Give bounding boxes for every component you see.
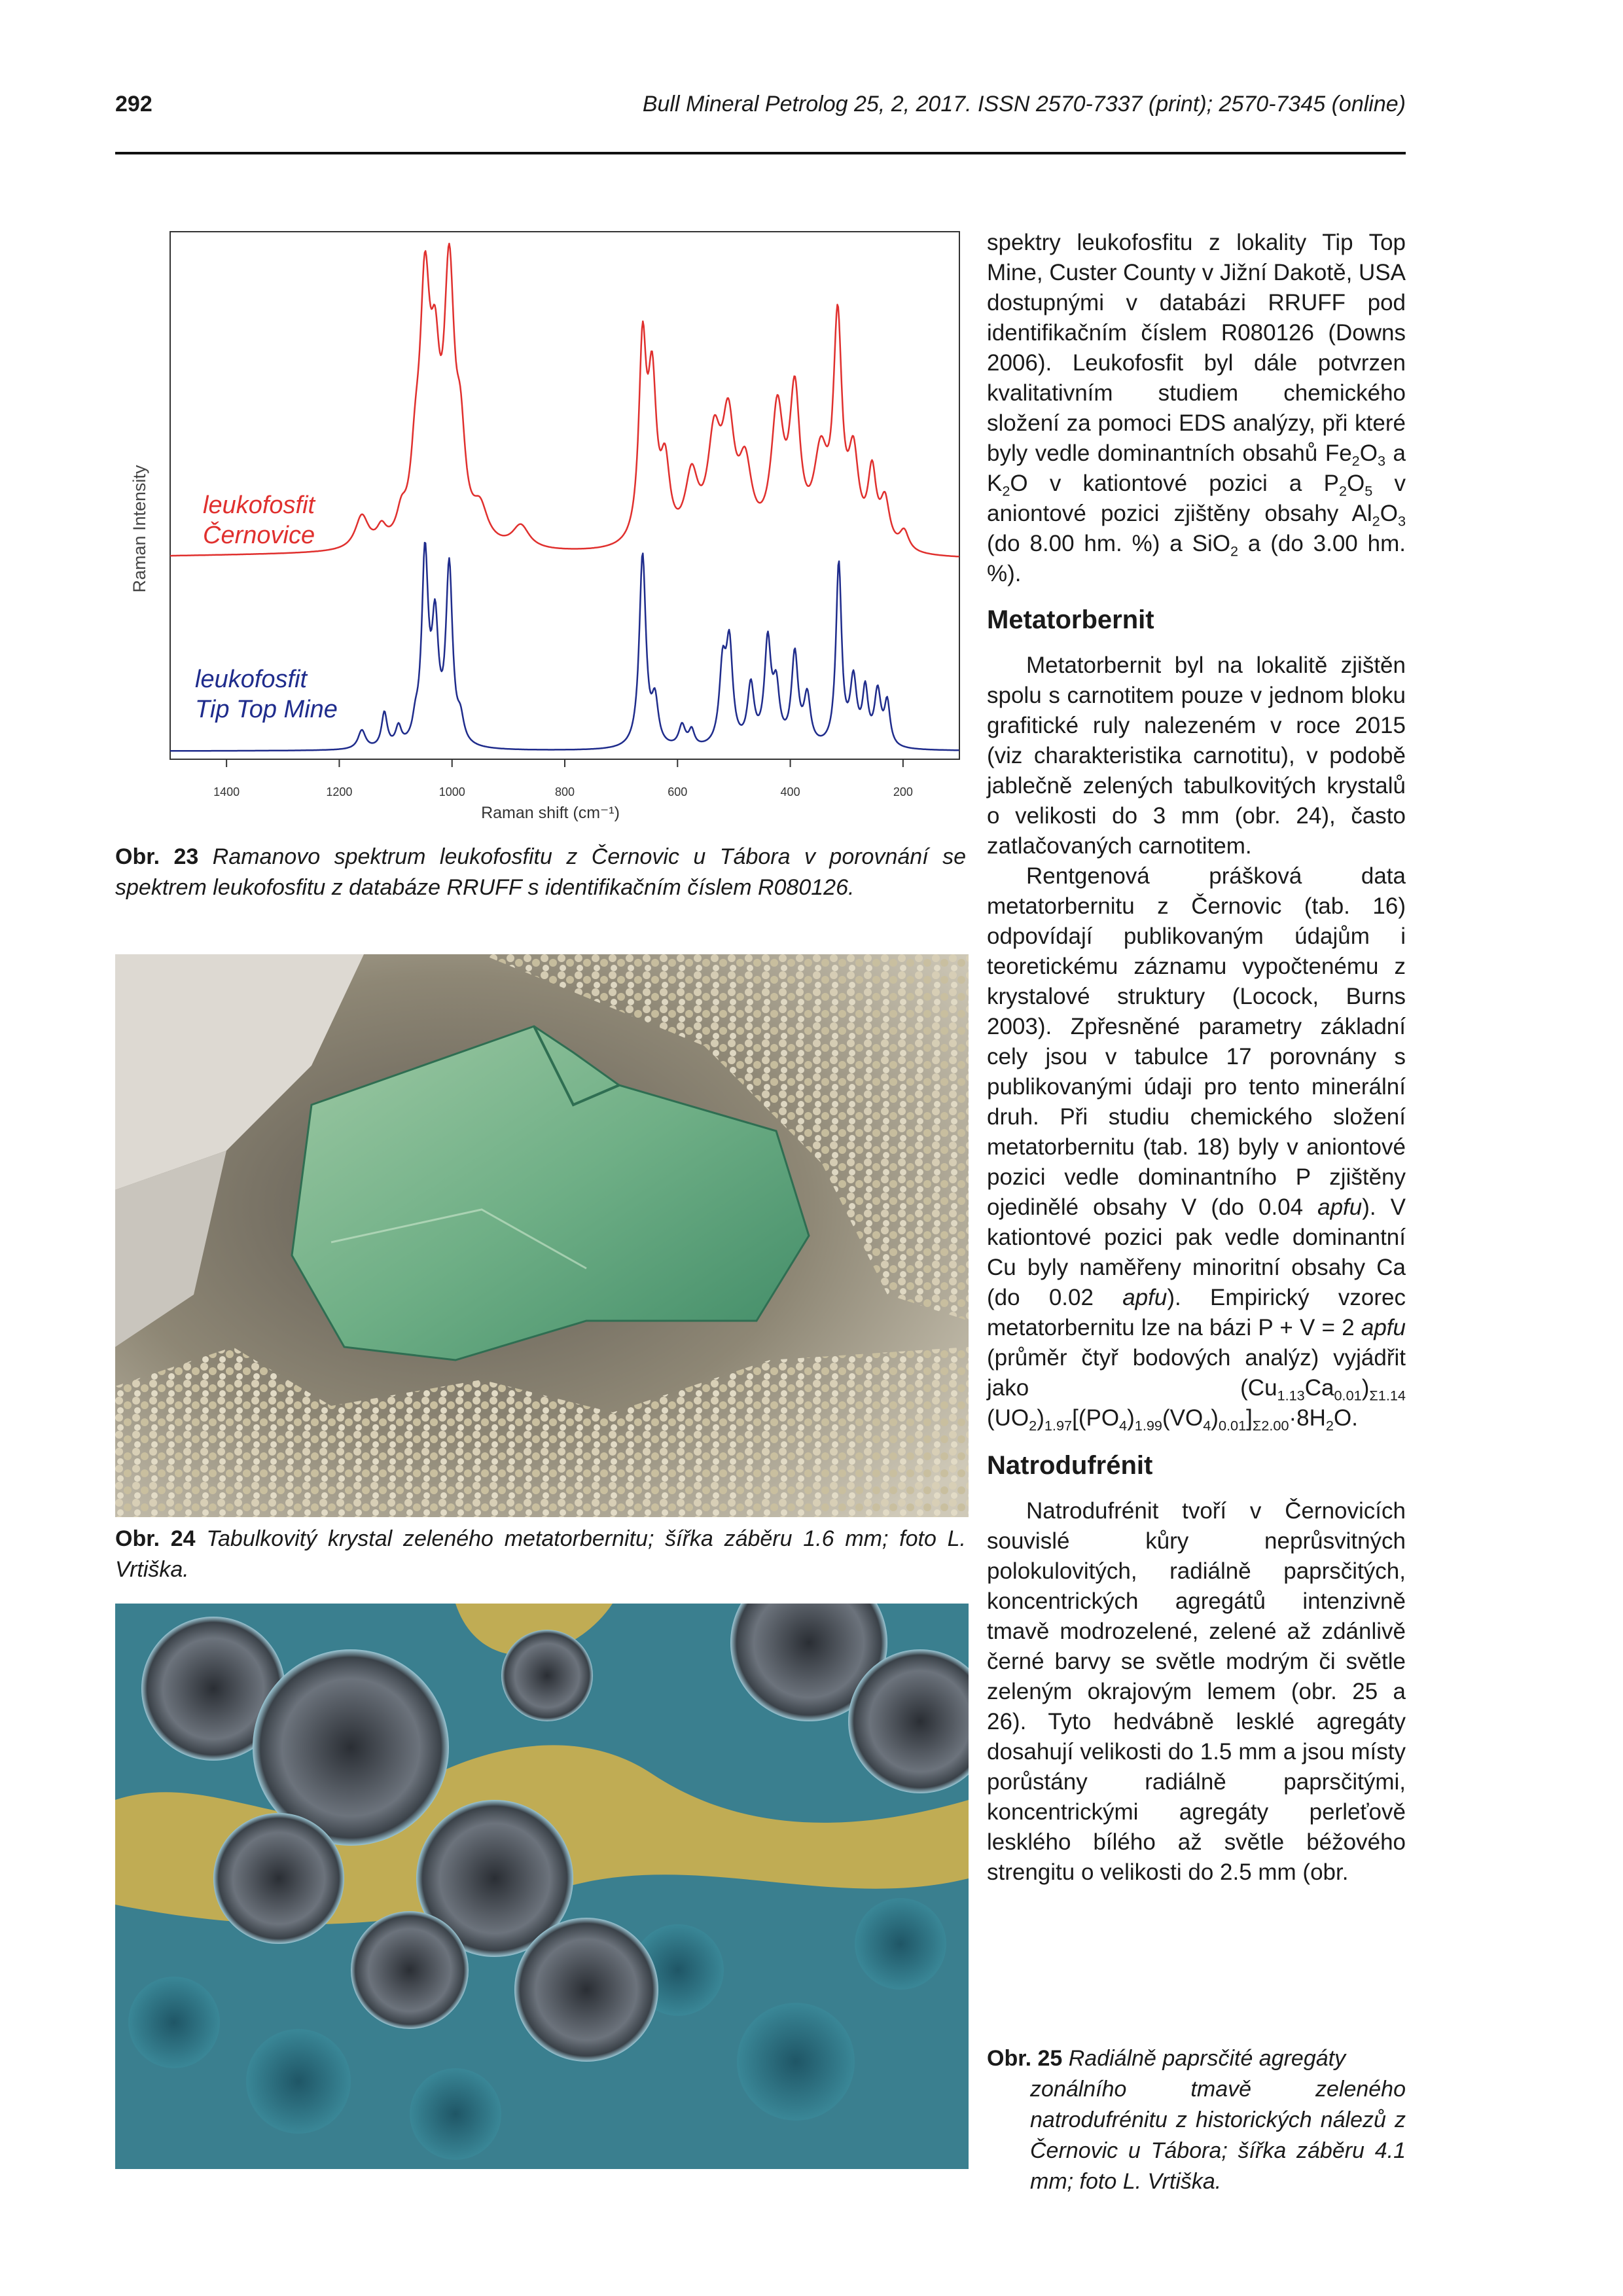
- page-number: 292: [115, 92, 152, 117]
- x-tick-label: 1200: [326, 785, 353, 798]
- x-tick-label: 1400: [213, 785, 240, 798]
- figure-23-caption: Obr. 23 Ramanovo spektrum leukofosfitu z Černovic u Tábora v porovnání se spektrem leukofosfitu z databáze RRUFF s identifikačním číslem R080126.: [115, 844, 967, 900]
- heading-natrodufrenit: Natrodufrénit: [987, 1451, 1153, 1480]
- y-axis-label: Raman Intensity: [130, 465, 149, 593]
- x-tick-label: 400: [780, 785, 800, 798]
- paragraph-metatorbernit-1: Metatorbernit byl na lokalitě zjištěn spolu s carnotitem pouze v jednom bloku grafitické ruly nalezeném v roce 2015 (viz charakteristika carnotitu), v podobě jablečně zelených tabulkovitých krystalů o velikosti do 3 mm (obr. 24), často zatlačovaných carnotitem.: [987, 653, 1406, 859]
- paragraph-leukofosfit-continued: spektry leukofosfitu z lokality Tip Top Mine, Custer County v Jižní Dakotě, USA dostupnými v databázi RRUFF pod identifikačním číslem R080126 (Downs 2006). Leukofosfit byl dále potvrzen kvalitativním studiem chemického složení za pomoci EDS analýzy, při které byly vedle dominantních obsahů $Fe_2O_3$ a $K_2O$ v kationtové pozici a $P_2O_5$ v aniontové pozici zjištěny obsahy $Al_2O_3$ (do 8.00 hm. %) a SiO$_2$ a (do 3.00 hm. %).: [987, 230, 1406, 586]
- x-tick-label: 1000: [438, 785, 465, 798]
- series-label-cernovice-line1: leukofosfit: [203, 492, 315, 519]
- natrodufrenite-aggregates-photo: [115, 1604, 969, 2169]
- journal-header: Bull Mineral Petrolog 25, 2, 2017. ISSN 2570-7337 (print); 2570-7345 (online): [642, 92, 1406, 117]
- x-ticks: [213, 759, 913, 798]
- header-rule: [115, 152, 1406, 154]
- x-tick-label: 600: [668, 785, 688, 798]
- paragraph-natrodufrenit: Natrodufrénit tvoří v Černovicích souvislé kůry neprůsvitných polokulovitých, radiálně paprsčitých, koncentrických agregátů intenzivně tmavě modrozelené, zelené až zdánlivě černé barvy se světle modrým či světle zeleným okrajovým lemem (obr. 25 a 26). Tyto hedvábně lesklé agregáty dosahují velikosti do 1.5 mm a jsou místy porůstány radiálně paprsčitými, koncentrickými agregáty perleťově lesklého bílého až světle béžového strengitu o velikosti do 2.5 mm (obr.: [987, 1498, 1406, 1885]
- metatorbernite-crystal-photo: [115, 954, 969, 1517]
- x-tick-label: 200: [893, 785, 913, 798]
- heading-metatorbernit: Metatorbernit: [987, 605, 1154, 634]
- figure-24-caption: Obr. 24 Tabulkovitý krystal zeleného metatorbernitu; šířka záběru 1.6 mm; foto L. Vrtiška.: [115, 1526, 966, 1582]
- series-label-tiptop-line2: Tip Top Mine: [195, 696, 338, 723]
- series-label-tiptop-line1: leukofosfit: [195, 666, 308, 693]
- text-column: [987, 228, 1406, 1888]
- x-tick-label: 800: [554, 785, 575, 798]
- raman-spectrum-chart: [122, 229, 975, 838]
- paragraph-metatorbernit-2: Rentgenová prášková data metatorbernitu z Černovic (tab. 16) odpovídají publikovaným údajům i teoretickému záznamu vypočtenému z krystalové struktury (Locock, Burns 2003). Zpřesněné parametry základní cely jsou v tabulce 17 porovnány s publikovanými údaji pro tento minerální druh. Při studiu chemického složení metatorbernitu (tab. 18) byly v aniontové pozici vedle dominantního P zjištěny ojedinělé obsahy V (do 0.04 apfu). V kationtové pozici pak vedle dominantní Cu byly naměřeny minoritní obsahy Ca (do 0.02 apfu). Empirický vzorec metatorbernitu lze na bázi P + V = 2 apfu (průměr čtyř bodových analýz) vyjádřit jako $(Cu_{1.13}Ca_{0.01})_{\Sigma 1.14}$ $(UO_2)_{1.97}[(PO_4)_{1.99}(VO_4)_{0.01}]_{\Sigma 2.00}\cdot 8H_2O$.: [987, 863, 1406, 1434]
- figure-25-caption: Obr. 25 Radiálně paprsčité agregáty zonálního tmavě zeleného natrodufrénitu z historických nálezů z Černovic u Tábora; šířka záběru 4.1 mm; foto L. Vrtiška.: [987, 2046, 1406, 2194]
- x-axis-label: Raman shift (cm⁻¹): [481, 804, 620, 822]
- series-label-cernovice-line2: Černovice: [203, 522, 315, 549]
